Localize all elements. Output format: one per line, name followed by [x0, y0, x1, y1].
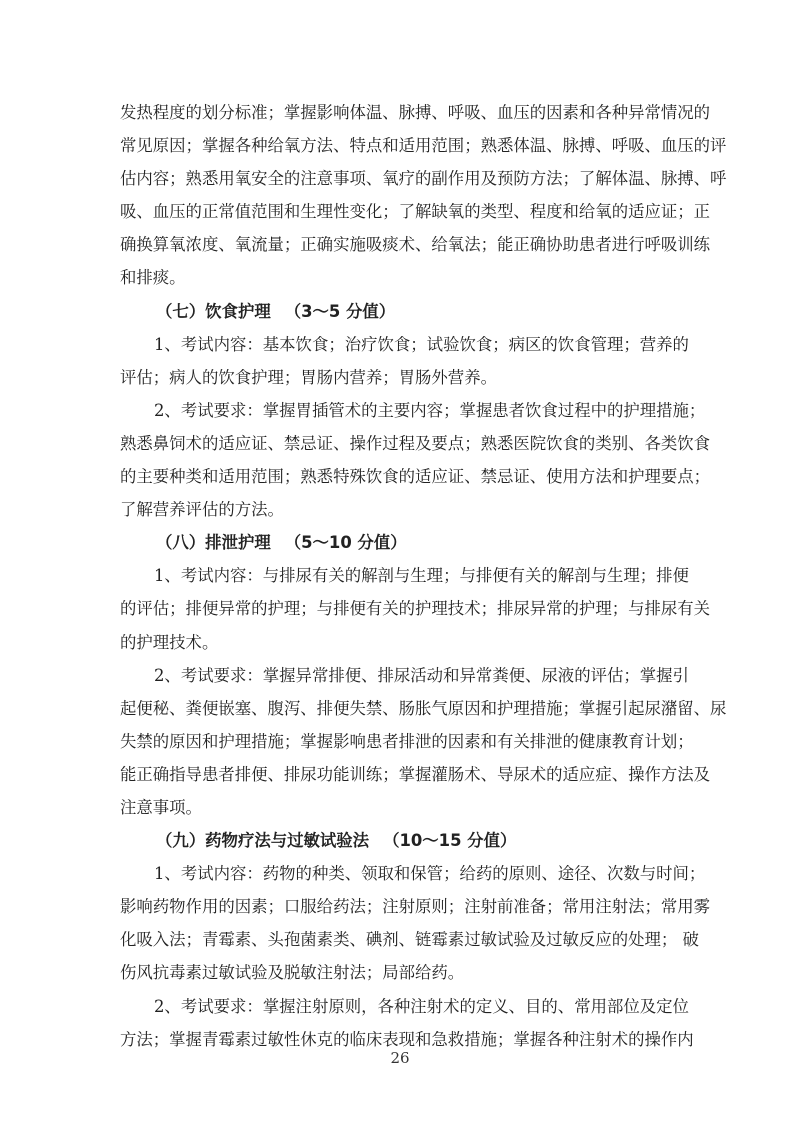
paragraph-line: 熟悉鼻饲术的适应证、禁忌证、操作过程及要点；熟悉医院饮食的类别、各类饮食 — [120, 433, 711, 453]
paragraph-line: 估内容；熟悉用氧安全的注意事项、氧疗的副作用及预防方法；了解体温、脉搏、呼 — [120, 169, 727, 189]
section-heading — [120, 824, 685, 857]
paragraph-line: 常见原因；掌握各种给氧方法、特点和适用范围；熟悉体温、脉搏、呼吸、血压的评 — [120, 136, 727, 156]
paragraph-first-line: 2、考试要求：掌握注射原则，各种注射术的定义、目的、常用部位及定位 — [154, 996, 689, 1016]
section-heading — [120, 295, 685, 328]
section-heading-score: （5～10 分值） — [284, 533, 407, 553]
section-heading-score: （10～15 分值） — [383, 831, 517, 851]
document-body — [120, 96, 727, 1056]
paragraph-line: 吸、血压的正常值范围和生理性变化；了解缺氧的类型、程度和给氧的适应证；正 — [120, 202, 711, 222]
paragraph-line: 能正确指导患者排便、排尿功能训练；掌握灌肠术、导尿术的适应症、操作方法及 — [120, 764, 711, 784]
paragraph-line: 的主要种类和适用范围；熟悉特殊饮食的适应证、禁忌证、使用方法和护理要点； — [120, 467, 711, 487]
paragraph-first-line: 1、考试内容：药物的种类、领取和保管；给药的原则、途径、次数与时间； — [154, 864, 706, 884]
paragraph-line: 的评估；排便异常的护理；与排便有关的护理技术；排尿异常的护理；与排尿有关 — [120, 599, 711, 619]
paragraph-line: 化吸入法；青霉素、头孢菌素类、碘剂、链霉素过敏试验及过敏反应的处理； 破 — [120, 930, 699, 950]
paragraph-line: 了解营养评估的方法。 — [120, 500, 284, 520]
paragraph-line: 注意事项。 — [120, 797, 202, 817]
section-heading-title: （八）排泄护理 — [156, 533, 271, 553]
paragraph-line: 失禁的原因和护理措施；掌握影响患者排泄的因素和有关排泄的健康教育计划； — [120, 731, 694, 751]
paragraph-first-line: 2、考试要求：掌握异常排便、排尿活动和异常粪便、尿液的评估；掌握引 — [154, 665, 689, 685]
paragraph-line: 的护理技术。 — [120, 632, 219, 652]
paragraph-line: 方法；掌握青霉素过敏性休克的临床表现和急救措施；掌握各种注射术的操作内 — [120, 1029, 694, 1049]
paragraph-line: 和排痰。 — [120, 268, 186, 288]
page-number: 26 — [390, 1049, 410, 1067]
paragraph-first-line: 1、考试内容：与排尿有关的解剖与生理；与排便有关的解剖与生理；排便 — [154, 566, 689, 586]
section-heading-title: （七）饮食护理 — [156, 301, 271, 321]
section-heading — [120, 526, 685, 559]
paragraph-line: 起便秘、粪便嵌塞、腹泻、排便失禁、肠胀气原因和护理措施；掌握引起尿潴留、尿 — [120, 698, 727, 718]
paragraph-line: 影响药物作用的因素；口服给药法；注射原则；注射前准备；常用注射法；常用雾 — [120, 897, 711, 917]
section-heading-title: （九）药物疗法与过敏试验法 — [156, 831, 370, 851]
paragraph-first-line: 2、考试要求：掌握胃插管术的主要内容；掌握患者饮食过程中的护理措施； — [154, 400, 706, 420]
paragraph-line: 评估；病人的饮食护理；胃肠内营养；胃肠外营养。 — [120, 367, 497, 387]
section-heading-score: （3～5 分值） — [284, 301, 396, 321]
paragraph-line: 发热程度的划分标准；掌握影响体温、脉搏、呼吸、血压的因素和各种异常情况的 — [120, 103, 711, 122]
paragraph-line: 伤风抗毒素过敏试验及脱敏注射法；局部给药。 — [120, 963, 465, 983]
paragraph-first-line: 1、考试内容：基本饮食；治疗饮食；试验饮食；病区的饮食管理；营养的 — [154, 334, 689, 354]
paragraph-line: 确换算氧浓度、氧流量；正确实施吸痰术、给氧法；能正确协助患者进行呼吸训练 — [120, 235, 711, 255]
